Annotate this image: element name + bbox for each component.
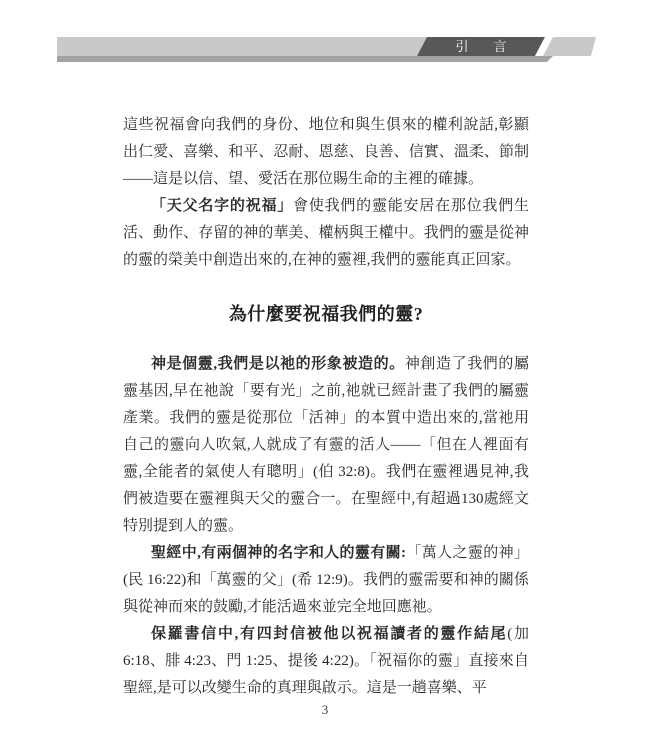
paragraph xyxy=(123,193,529,274)
paragraph-lead-bold: 聖經中,有兩個神的名字和人的靈有關: xyxy=(151,545,407,561)
paragraph-lead-bold: 神是個靈,我們是以祂的形象被造的。 xyxy=(151,356,405,372)
paragraph-lead-bold: 「天父名字的祝福」 xyxy=(151,198,294,214)
paragraph-text: 神創造了我們的屬靈基因,早在祂說「要有光」之前,祂就已經計畫了我們的屬靈產業。我們的靈是從那位「活神」的本質中造出來的,當祂用自己的靈向人吹氣,人就成了有靈的活人——「但在人裡面有靈,全能者的氣使人有聰明」(伯 32:8)。我們在靈裡遇見神,我們被造要在靈裡與天父的靈合一。在聖經中,有超過130處經文特別提到人的靈。 xyxy=(123,356,529,534)
header-bar-shadow xyxy=(57,56,553,62)
chapter-title-label: 引 言 xyxy=(455,39,513,54)
paragraph xyxy=(123,621,529,702)
paragraph-lead-bold: 保羅書信中,有四封信被他以祝福讀者的靈作結尾 xyxy=(151,626,508,642)
paragraph-text: 這些祝福會向我們的身份、地位和與生俱來的權利說話,彰顯出仁愛、喜樂、和平、忍耐、恩慈、良善、信實、溫柔、節制——這是以信、望、愛活在那位賜生命的主裡的確據。 xyxy=(123,117,529,187)
paragraph xyxy=(123,351,529,540)
paragraph xyxy=(123,540,529,621)
section-heading: 為什麼要祝福我們的靈? xyxy=(228,304,424,324)
paragraph xyxy=(123,112,529,193)
paragraph-text: 會使我們的靈能安居在那位我們生活、動作、存留的神的華美、權柄與王權中。我們的靈是從神的靈的榮美中創造出來的,在神的靈裡,我們的靈能真正回家。 xyxy=(123,198,529,268)
paragraph-text: (加 6:18、腓 4:23、門 1:25、提後 4:22)。「祝福你的靈」直接來自聖經,是可以改變生命的真理與啟示。這是一趟喜樂、平 xyxy=(123,626,529,696)
page-body xyxy=(123,112,529,702)
paragraph-text: 「萬人之靈的神」(民 16:22)和「萬靈的父」(希 12:9)。我們的靈需要和神的關係與從神而來的鼓勵,才能活過來並完全地回應祂。 xyxy=(123,545,529,615)
page-number: 3 xyxy=(321,702,329,717)
chapter-header-banner xyxy=(0,0,650,70)
